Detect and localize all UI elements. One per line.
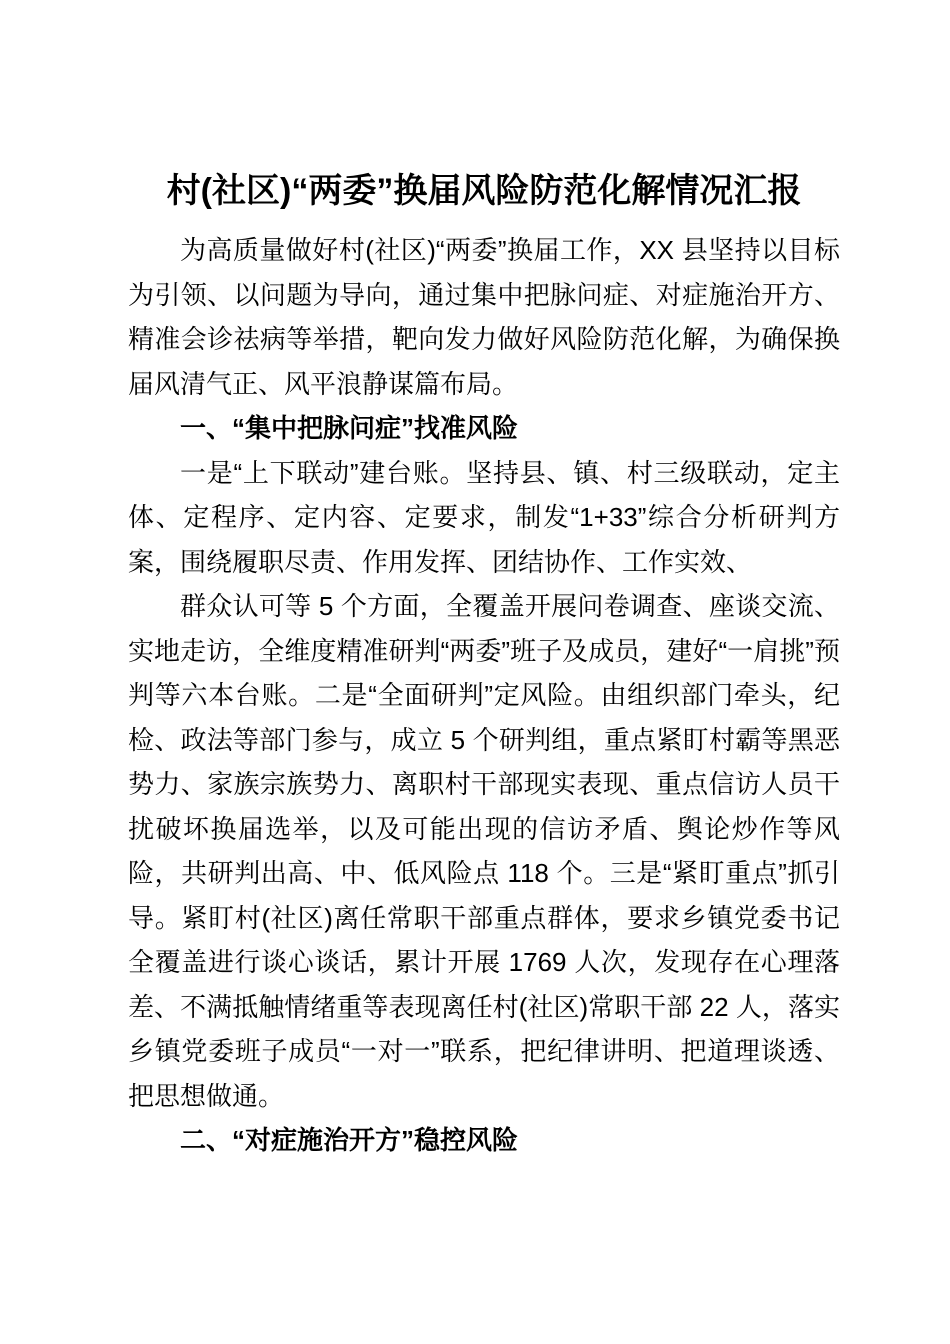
paragraph: 一是“上下联动”建台账。坚持县、镇、村三级联动，定主体、定程序、定内容、定要求，制发“1+33”综合分析研判方案，围绕履职尽责、作用发挥、团结协作、工作实效、 — [128, 457, 840, 577]
document-body — [128, 228, 840, 1163]
section-heading: 二、“对症施治开方”稳控风险 — [180, 1125, 519, 1155]
document-title: 村(社区)“两委”换届风险防范化解情况汇报 — [166, 172, 802, 210]
section-heading: 一、“集中把脉问症”找准风险 — [180, 413, 519, 443]
paragraph: 为高质量做好村(社区)“两委”换届工作，XX 县坚持以目标为引领、以问题为导向，通过集中把脉问症、对症施治开方、精准会诊祛病等举措，靶向发力做好风险防范化解，为确保换届风清气正、风平浪静谋篇布局。 — [128, 235, 840, 399]
paragraph: 群众认可等 5 个方面，全覆盖开展问卷调查、座谈交流、实地走访，全维度精准研判“两委”班子及成员，建好“一肩挑”预判等六本台账。二是“全面研判”定风险。由组织部门牵头，纪检、政法等部门参与，成立 5 个研判组，重点紧盯村霸等黑恶势力、家族宗族势力、离职村干部现实表现、重点信访人员干扰破坏换届选举，以及可能出现的信访矛盾、舆论炒作等风险，共研判出高、中、低风险点 118 个。三是“紧盯重点”抓引导。紧盯村(社区)离任常职干部重点群体，要求乡镇党委书记全覆盖进行谈心谈话，累计开展 1769 人次，发现存在心理落差、不满抵触情绪重等表现离任村(社区)常职干部 22 人，落实乡镇党委班子成员“一对一”联系，把纪律讲明、把道理谈透、把思想做通。 — [128, 591, 840, 1111]
